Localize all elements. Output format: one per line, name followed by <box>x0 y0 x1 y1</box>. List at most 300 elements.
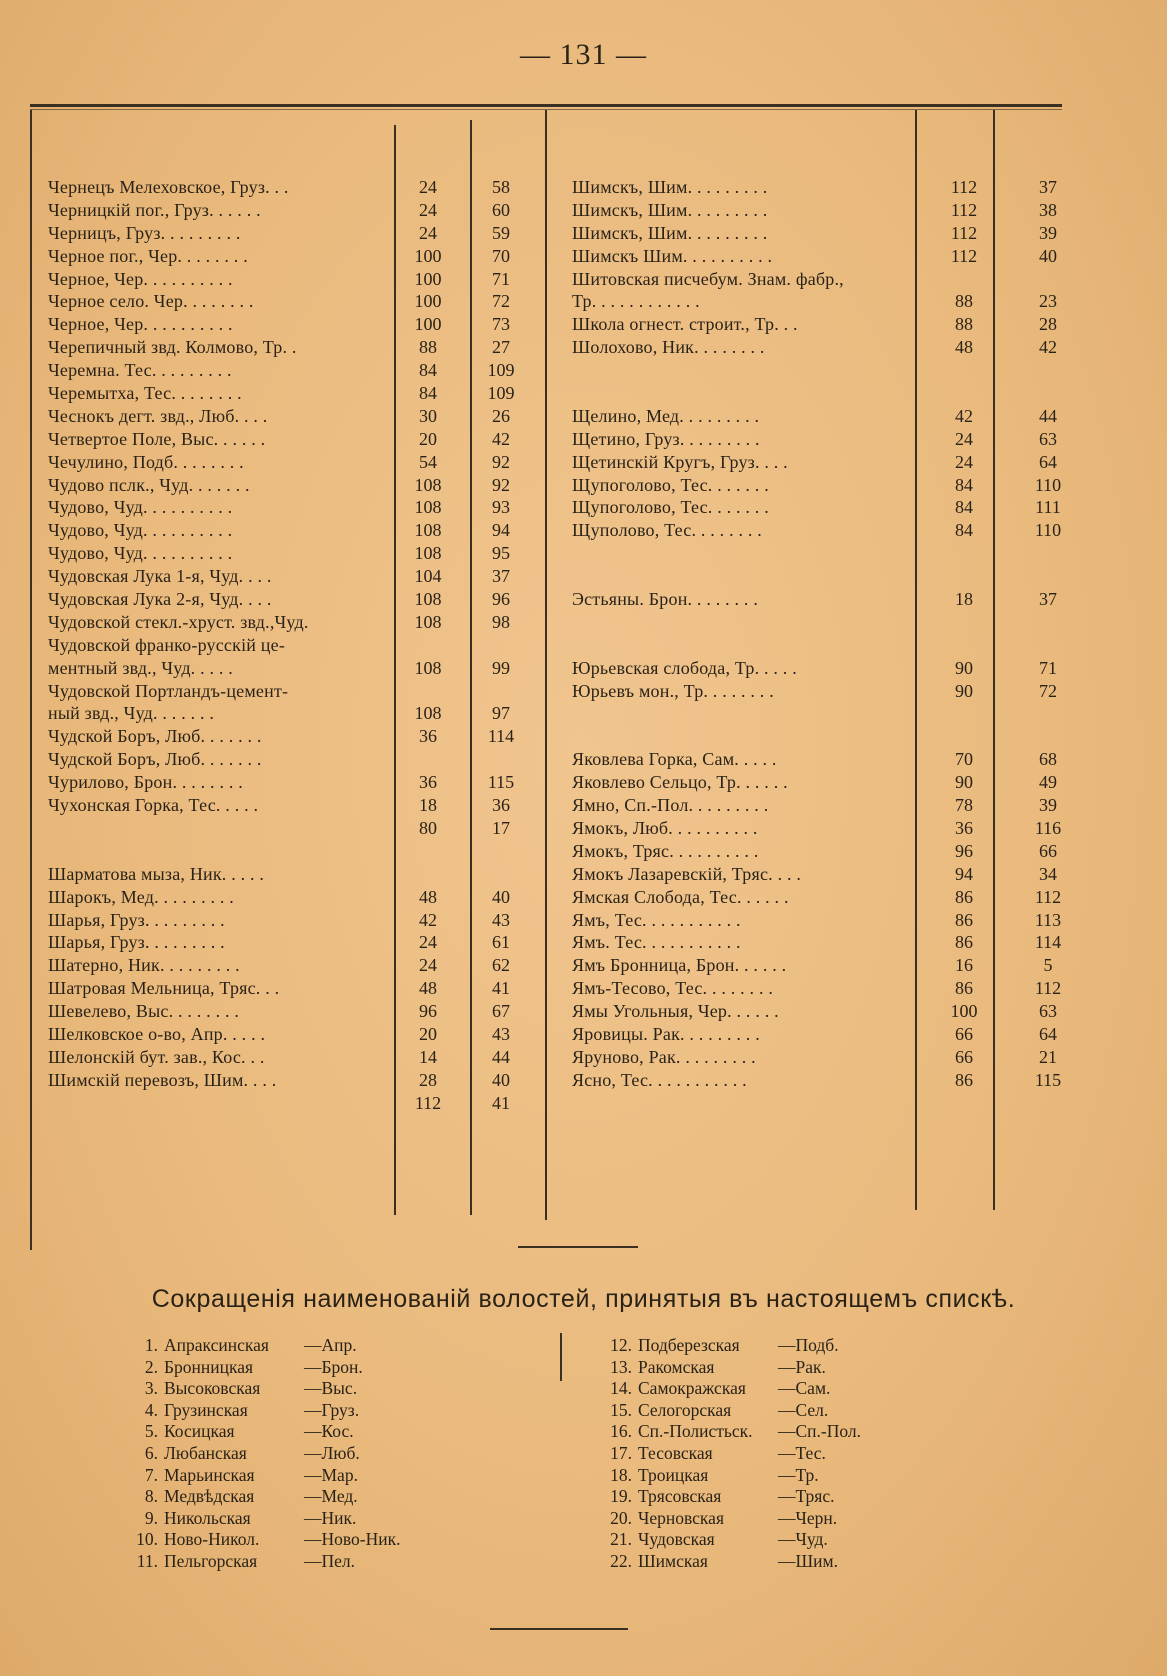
page-ref: 80 <box>419 817 437 838</box>
abbreviation-number: 22. <box>610 1550 632 1571</box>
item-number <box>470 863 532 886</box>
page-ref: 66 <box>955 1046 973 1067</box>
top-rule <box>30 104 1062 107</box>
abbreviation-entry <box>118 1529 401 1551</box>
place-name: Шимскъ, Шим. . . . . . . . . <box>572 199 768 220</box>
district-abbreviation: —Кос. <box>304 1421 354 1442</box>
page-ref: 100 <box>414 291 442 312</box>
abbreviations-left-list <box>118 1335 401 1573</box>
item-number: 34 <box>1039 863 1057 884</box>
district-abbreviation: —Сам. <box>778 1378 831 1399</box>
district-abbreviation: —Ник. <box>304 1507 357 1528</box>
page-ref: 48 <box>419 886 437 907</box>
page-ref: 36 <box>419 726 437 747</box>
item-number: 60 <box>492 199 510 220</box>
page-ref: 108 <box>414 611 442 632</box>
district-abbreviation: —Люб. <box>304 1442 360 1463</box>
district-abbreviation: —Груз. <box>304 1399 360 1420</box>
item-number: 95 <box>492 543 510 564</box>
item-number: 71 <box>1039 657 1057 678</box>
page-ref: 112 <box>950 177 978 197</box>
left-first-number-column <box>395 176 461 1115</box>
page-ref <box>920 702 1008 725</box>
district-name: Ново-Никол. <box>164 1529 260 1550</box>
place-name: Шимскъ, Шим. . . . . . . . . <box>572 222 768 243</box>
abbreviation-entry <box>592 1357 861 1379</box>
place-name: Чудской Боръ, Люб. . . . . . . <box>48 726 262 747</box>
item-number: 40 <box>492 886 510 907</box>
page-ref <box>395 840 461 863</box>
place-name <box>48 840 388 863</box>
place-name: Шатровая Мельница, Тряс. . . <box>48 978 280 999</box>
page-ref: 78 <box>955 795 973 816</box>
district-name: Самокражская <box>638 1378 746 1399</box>
abbreviation-entry <box>118 1508 401 1530</box>
place-name: Чудово, Чуд. . . . . . . . . . <box>48 520 233 541</box>
abbreviation-number: 2. <box>144 1356 158 1377</box>
item-number: 64 <box>1039 451 1057 472</box>
place-name: Юрьевъ мон., Тр. . . . . . . . <box>572 680 774 701</box>
page-ref: 18 <box>955 589 973 610</box>
place-name: Чечулино, Подб. . . . . . . . <box>48 451 244 472</box>
place-name: Чудовской Портландъ-цемент- <box>48 680 289 701</box>
place-name <box>572 634 917 657</box>
page-ref: 108 <box>414 520 442 541</box>
item-number: 40 <box>1039 245 1057 266</box>
item-number <box>470 748 532 771</box>
page-ref: 66 <box>955 1023 973 1044</box>
item-number: 70 <box>492 245 510 266</box>
page-ref: 108 <box>414 474 442 495</box>
item-number: 72 <box>492 291 510 312</box>
abbreviations-title: Сокращенія наименованій волостей, принятыя въ настоящемъ спискѣ. <box>151 1285 1016 1313</box>
page-ref: 54 <box>419 451 437 472</box>
district-abbreviation: —Чуд. <box>778 1529 828 1550</box>
district-abbreviation: —Мед. <box>304 1486 358 1507</box>
item-number <box>470 634 532 657</box>
abbreviation-number: 3. <box>144 1378 158 1399</box>
page-ref: 88 <box>955 314 973 335</box>
place-name: Ямы Угольныя, Чер. . . . . . <box>572 1001 779 1022</box>
place-name: Яровицы. Рак. . . . . . . . . <box>572 1023 760 1044</box>
page-ref: 86 <box>955 1069 973 1090</box>
place-name: Юрьевская слобода, Тр. . . . . <box>572 657 797 678</box>
item-number: 44 <box>492 1046 510 1067</box>
page-ref: 86 <box>955 978 973 999</box>
abbreviation-number: 15. <box>610 1399 632 1420</box>
page-ref: 108 <box>414 657 442 678</box>
page-ref: 24 <box>419 199 437 220</box>
place-name: Ямъ-Тесово, Тес. . . . . . . . <box>572 978 774 999</box>
abbreviation-entry <box>118 1421 401 1443</box>
page-ref: 90 <box>955 657 973 678</box>
place-name: Ямокъ, Тряс. . . . . . . . . . <box>572 840 759 861</box>
place-name: Чудовской франко-русскій це- <box>48 634 286 655</box>
item-number: 72 <box>1039 680 1057 701</box>
page-ref: 48 <box>955 337 973 358</box>
district-name: Грузинская <box>164 1399 248 1420</box>
place-name: Щуполово, Тес. . . . . . . . <box>572 520 762 541</box>
place-name <box>572 565 917 588</box>
item-number: 37 <box>1039 177 1057 197</box>
page-ref <box>920 542 1008 565</box>
place-name: Черемытха, Тес. . . . . . . . <box>48 383 242 404</box>
place-name <box>572 611 917 634</box>
page-ref: 108 <box>414 543 442 564</box>
place-name: Чудовская Лука 1-я, Чуд. . . . <box>48 566 272 587</box>
place-name: Щетинскій Кругъ, Груз. . . . <box>572 451 788 472</box>
item-number <box>1008 702 1088 725</box>
item-number: 21 <box>1039 1046 1057 1067</box>
place-name <box>48 1092 388 1115</box>
item-number: 109 <box>487 360 515 381</box>
item-number: 63 <box>1039 428 1057 449</box>
place-name: Школа огнест. строит., Тр. . . <box>572 314 798 335</box>
page-ref: 112 <box>950 245 978 266</box>
place-name: Шимскій перевозъ, Шим. . . . <box>48 1069 277 1090</box>
place-name: Шелонскій бут. зав., Кос. . . <box>48 1046 265 1067</box>
abbreviation-number: 8. <box>144 1486 158 1507</box>
place-name: Шарья, Груз. . . . . . . . . <box>48 909 225 930</box>
place-name: Ямъ Бронница, Брон. . . . . . <box>572 955 787 976</box>
district-abbreviation: —Апр. <box>304 1335 357 1355</box>
district-abbreviation: —Черн. <box>778 1507 838 1528</box>
place-name: Чудово пслк., Чуд. . . . . . . <box>48 474 250 495</box>
district-abbreviation: —Выс. <box>304 1378 358 1399</box>
page-ref: 14 <box>419 1046 437 1067</box>
abbreviation-entry <box>118 1551 401 1573</box>
item-number: 44 <box>1039 405 1057 426</box>
abbreviation-number: 10. <box>136 1529 158 1550</box>
district-abbreviation: —Мар. <box>304 1464 358 1485</box>
place-name <box>572 542 917 565</box>
page-ref <box>395 748 461 771</box>
abbreviation-number: 20. <box>610 1507 632 1528</box>
abbreviation-number: 16. <box>610 1421 632 1442</box>
page-ref: 24 <box>955 451 973 472</box>
district-name: Подберезская <box>638 1335 740 1355</box>
abbreviation-entry <box>118 1443 401 1465</box>
page-ref: 90 <box>955 772 973 793</box>
district-abbreviation: —Шим. <box>778 1550 838 1571</box>
page-ref: 84 <box>419 383 437 404</box>
place-name: Черное село. Чер. . . . . . . . <box>48 291 254 312</box>
place-name: Ямъ. Тес. . . . . . . . . . . <box>572 932 741 953</box>
abbreviation-entry <box>592 1551 861 1573</box>
abbreviation-entry <box>592 1465 861 1487</box>
district-name: Никольская <box>164 1507 251 1528</box>
place-name: Шарматова мыза, Ник. . . . . <box>48 863 265 884</box>
abbreviation-entry <box>592 1508 861 1530</box>
page-ref: 18 <box>419 795 437 816</box>
page-ref: 88 <box>419 337 437 358</box>
abbreviation-number: 14. <box>610 1378 632 1399</box>
place-name: Чудовской стекл.-хруст. звд.,Чуд. <box>48 611 309 632</box>
district-name: Троицкая <box>638 1464 709 1485</box>
item-number: 42 <box>1039 337 1057 358</box>
district-name: Пельгорская <box>164 1550 258 1571</box>
item-number: 17 <box>492 817 510 838</box>
district-abbreviation: —Ново-Ник. <box>304 1529 401 1550</box>
item-number: 39 <box>1039 795 1057 816</box>
abbreviation-entry <box>118 1378 401 1400</box>
district-abbreviation: —Сп.-Пол. <box>778 1421 862 1442</box>
place-name: Шарья, Груз. . . . . . . . . <box>48 932 225 953</box>
item-number: 67 <box>492 1001 510 1022</box>
column-divider <box>545 110 547 1220</box>
abbreviations-right-list <box>592 1335 861 1573</box>
item-number: 23 <box>1039 291 1057 312</box>
place-name <box>572 725 917 748</box>
place-name: Черемна. Тес. . . . . . . . . <box>48 360 232 381</box>
abbreviation-entry <box>592 1421 861 1443</box>
item-number: 98 <box>492 611 510 632</box>
page-ref: 24 <box>955 428 973 449</box>
place-name: Черное, Чер. . . . . . . . . . <box>48 314 233 335</box>
place-name: Шелковское о-во, Апр. . . . . <box>48 1023 266 1044</box>
place-name: Ямно, Сп.-Пол. . . . . . . . . <box>572 795 769 816</box>
district-abbreviation: —Сел. <box>778 1399 829 1420</box>
abbreviation-number: 12. <box>610 1335 632 1355</box>
page-ref: 86 <box>955 909 973 930</box>
place-name: Щелино, Мед. . . . . . . . . <box>572 405 760 426</box>
right-second-number-column <box>1008 176 1088 1092</box>
abbreviation-entry <box>592 1335 861 1357</box>
item-number: 71 <box>492 268 510 289</box>
abbreviation-entry <box>592 1486 861 1508</box>
left-second-number-column <box>470 176 532 1115</box>
item-number: 58 <box>492 177 510 197</box>
item-number: 43 <box>492 909 510 930</box>
place-name: Шимскъ Шим. . . . . . . . . . <box>572 245 773 266</box>
abbreviation-number: 11. <box>136 1550 158 1571</box>
item-number: 114 <box>1034 932 1062 953</box>
item-number <box>470 680 532 703</box>
item-number: 62 <box>492 955 510 976</box>
page-ref: 108 <box>414 589 442 610</box>
district-name: Трясовская <box>638 1486 722 1507</box>
district-name: Любанская <box>164 1442 247 1463</box>
page-ref: 20 <box>419 428 437 449</box>
page-ref: 36 <box>955 817 973 838</box>
page-ref: 70 <box>955 749 973 770</box>
page-ref: 108 <box>414 703 442 724</box>
place-name: Ямокъ Лазаревскій, Тряс. . . . <box>572 863 802 884</box>
district-name: Селогорская <box>638 1399 732 1420</box>
district-name: Апраксинская <box>164 1335 269 1355</box>
page-ref: 104 <box>414 566 442 587</box>
place-name <box>572 702 917 725</box>
item-number: 39 <box>1039 222 1057 243</box>
place-name: Ямская Слобода, Тес. . . . . . <box>572 886 789 907</box>
item-number: 112 <box>1034 886 1062 907</box>
page-ref: 112 <box>950 222 978 243</box>
item-number: 59 <box>492 222 510 243</box>
abbreviation-number: 19. <box>610 1486 632 1507</box>
place-name: Шитовская писчебум. Знам. фабр., <box>572 268 844 289</box>
page-ref: 42 <box>419 909 437 930</box>
place-name <box>48 817 388 840</box>
place-name: Черное пог., Чер. . . . . . . . <box>48 245 248 266</box>
item-number: 64 <box>1039 1023 1057 1044</box>
page-ref: 24 <box>419 222 437 243</box>
item-number: 43 <box>492 1023 510 1044</box>
place-name: Чудовская Лука 2-я, Чуд. . . . <box>48 589 272 610</box>
item-number <box>1008 382 1088 405</box>
page-ref: 84 <box>419 360 437 381</box>
item-number: 115 <box>1034 1069 1062 1090</box>
place-name: Ямъ, Тес. . . . . . . . . . . <box>572 909 741 930</box>
district-name: Бронницкая <box>164 1356 254 1377</box>
place-name: Шатерно, Ник. . . . . . . . . <box>48 955 240 976</box>
item-number: 116 <box>1034 817 1062 838</box>
page-ref: 16 <box>955 955 973 976</box>
district-name: Высоковская <box>164 1378 261 1399</box>
district-name: Тесовская <box>638 1442 713 1463</box>
page-ref: 24 <box>419 955 437 976</box>
district-name: Ракомская <box>638 1356 715 1377</box>
page-ref <box>395 863 461 886</box>
item-number: 36 <box>492 795 510 816</box>
page-number: — 131 — <box>520 38 647 71</box>
item-number: 110 <box>1034 474 1062 495</box>
district-abbreviation: —Подб. <box>778 1335 839 1355</box>
column-divider <box>30 110 32 1250</box>
page-ref <box>920 268 1008 291</box>
place-name: Шарокъ, Мед. . . . . . . . . <box>48 886 234 907</box>
item-number: 68 <box>1039 749 1057 770</box>
place-name: Чудово, Чуд. . . . . . . . . . <box>48 497 233 518</box>
item-number: 110 <box>1034 520 1062 541</box>
place-name: Черницкій пог., Груз. . . . . . <box>48 199 261 220</box>
abbreviation-number: 18. <box>610 1464 632 1485</box>
abbreviation-number: 21. <box>610 1529 632 1550</box>
abbreviation-number: 9. <box>144 1507 158 1528</box>
place-name: Эстьяны. Брон. . . . . . . . <box>572 589 759 610</box>
abbreviation-number: 17. <box>610 1442 632 1463</box>
item-number <box>1008 725 1088 748</box>
item-number: 27 <box>492 337 510 358</box>
item-number: 92 <box>492 474 510 495</box>
page-ref: 94 <box>955 863 973 884</box>
item-number: 63 <box>1039 1001 1057 1022</box>
item-number: 28 <box>1039 314 1057 335</box>
page-ref <box>395 680 461 703</box>
place-name: Ямокъ, Люб. . . . . . . . . . <box>572 817 758 838</box>
item-number <box>1008 359 1088 382</box>
page-ref: 112 <box>950 199 978 220</box>
page-ref: 112 <box>414 1092 442 1113</box>
place-name <box>572 359 917 382</box>
page-ref: 96 <box>419 1001 437 1022</box>
place-name: Чудово, Чуд. . . . . . . . . . <box>48 543 233 564</box>
place-name: Четвертое Поле, Выс. . . . . . <box>48 428 266 449</box>
page-ref: 96 <box>955 840 973 861</box>
item-number: 37 <box>1039 589 1057 610</box>
item-number: 114 <box>487 726 515 747</box>
district-abbreviation: —Пел. <box>304 1550 356 1571</box>
page-ref: 88 <box>955 291 973 312</box>
page-ref: 86 <box>955 932 973 953</box>
item-number: 42 <box>492 428 510 449</box>
district-abbreviation: —Тес. <box>778 1442 826 1463</box>
district-abbreviation: —Брон. <box>304 1356 363 1377</box>
abbreviation-entry <box>592 1400 861 1422</box>
item-number: 99 <box>492 657 510 678</box>
place-name: ный звд., Чуд. . . . . . . <box>48 703 215 724</box>
district-name: Косицкая <box>164 1421 235 1442</box>
place-name: ментный звд., Чуд. . . . . <box>48 657 233 678</box>
place-name: Щупоголово, Тес. . . . . . . <box>572 497 769 518</box>
item-number <box>1008 634 1088 657</box>
place-name: Яруново, Рак. . . . . . . . . <box>572 1046 756 1067</box>
item-number: 92 <box>492 451 510 472</box>
district-abbreviation: —Тр. <box>778 1464 819 1485</box>
page-ref: 84 <box>955 520 973 541</box>
page-ref: 42 <box>955 405 973 426</box>
place-name: Яковлево Сельцо, Тр. . . . . . <box>572 772 788 793</box>
item-number: 115 <box>487 772 515 793</box>
district-name: Марьинская <box>164 1464 255 1485</box>
abbreviation-entry <box>118 1357 401 1379</box>
page-ref: 24 <box>419 177 437 197</box>
district-name: Шимская <box>638 1550 708 1571</box>
item-number <box>1008 542 1088 565</box>
item-number: 38 <box>1039 199 1057 220</box>
place-name: Чудской Боръ, Люб. . . . . . . <box>48 749 262 770</box>
abbreviation-number: 4. <box>144 1399 158 1420</box>
abbreviation-entry <box>118 1465 401 1487</box>
item-number: 37 <box>492 566 510 587</box>
item-number: 73 <box>492 314 510 335</box>
place-name: Черницъ, Груз. . . . . . . . . <box>48 222 241 243</box>
abbreviation-number: 1. <box>144 1335 158 1355</box>
abbreviation-entry <box>592 1529 861 1551</box>
item-number: 111 <box>1035 497 1061 518</box>
place-name: Тр. . . . . . . . . . . . <box>572 291 700 312</box>
place-name <box>572 382 917 405</box>
abbreviation-entry <box>118 1335 401 1357</box>
item-number: 96 <box>492 589 510 610</box>
district-name: Чудовская <box>638 1529 715 1550</box>
place-name: Яковлева Горка, Сам. . . . . <box>572 749 777 770</box>
abbreviation-number: 7. <box>144 1464 158 1485</box>
place-name: Чеснокъ дегт. звд., Люб. . . . <box>48 405 268 426</box>
page-ref: 100 <box>950 1001 978 1022</box>
page-ref: 24 <box>419 932 437 953</box>
page-ref: 20 <box>419 1023 437 1044</box>
abbreviation-entry <box>592 1378 861 1400</box>
place-name: Черепичный звд. Колмово, Тр. . <box>48 337 297 358</box>
item-number: 66 <box>1039 840 1057 861</box>
item-number <box>1008 565 1088 588</box>
page-ref: 100 <box>414 268 442 289</box>
page-ref <box>920 611 1008 634</box>
item-number: 41 <box>492 1092 510 1113</box>
item-number <box>1008 611 1088 634</box>
abbreviation-number: 6. <box>144 1442 158 1463</box>
place-name: Чернецъ Мелеховское, Груз. . . <box>48 177 289 197</box>
item-number <box>1008 268 1088 291</box>
item-number: 61 <box>492 932 510 953</box>
page-ref: 100 <box>414 245 442 266</box>
abbreviations-separator <box>560 1333 562 1381</box>
district-name: Сп.-Полистьск. <box>638 1421 753 1442</box>
page-ref <box>920 634 1008 657</box>
item-number: 93 <box>492 497 510 518</box>
right-first-number-column <box>920 176 1008 1092</box>
item-number: 112 <box>1034 978 1062 999</box>
